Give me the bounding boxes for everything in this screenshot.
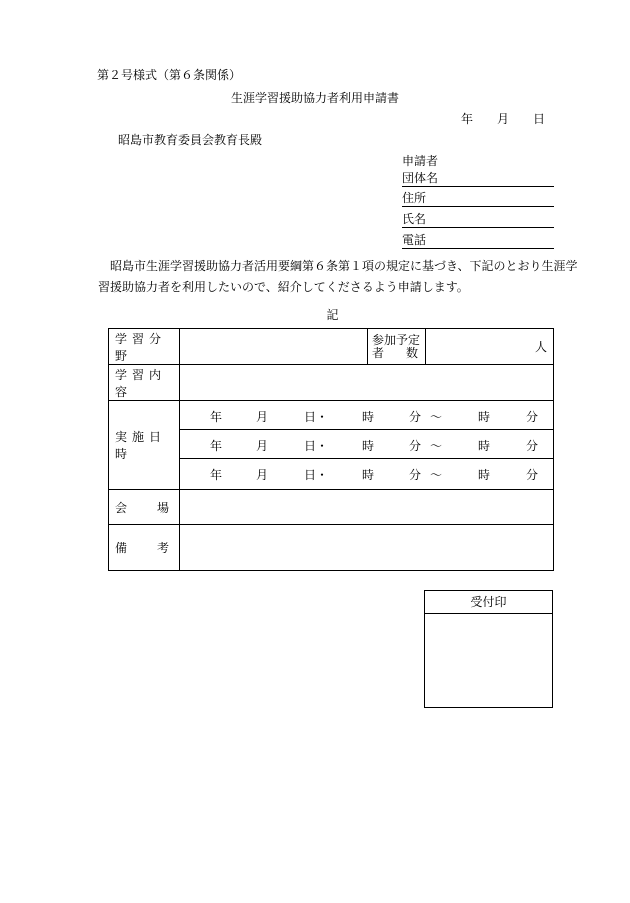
name-label: 氏名	[402, 212, 427, 226]
datetime-row-1	[109, 401, 554, 430]
group-name-label: 団体名	[402, 171, 439, 185]
content-label: 学習内容	[109, 365, 180, 401]
field-input[interactable]	[180, 329, 368, 365]
name-field[interactable]	[402, 210, 554, 228]
document-title: 生涯学習援助協力者利用申請書	[230, 91, 399, 105]
reception-stamp-box	[424, 590, 553, 708]
address-label: 住所	[402, 191, 427, 205]
phone-field[interactable]	[402, 231, 554, 249]
participants-unit: 人	[534, 340, 547, 354]
participants-label: 参加予定 者 数	[368, 329, 426, 365]
content-input[interactable]	[180, 365, 554, 401]
remarks-row	[109, 525, 554, 571]
ki-heading: 記	[326, 308, 339, 322]
application-statement: 昭島市生涯学習援助協力者活用要綱第６条第１項の規定に基づき、下記のとおり生涯学習援助協力者を利用したいので、紹介してくださるよう申請します。	[98, 259, 578, 294]
datetime-input-3[interactable]: 年 月 日・ 時 分 ～ 時 分	[180, 459, 554, 490]
datetime-label: 実施日時	[109, 401, 180, 490]
phone-label: 電話	[402, 233, 427, 247]
datetime-input-1[interactable]: 年 月 日・ 時 分 ～ 時 分	[180, 401, 554, 430]
form-number: 第２号様式（第６条関係）	[97, 68, 242, 82]
field-label: 学習分野	[109, 329, 180, 365]
venue-label: 会 場	[109, 490, 180, 525]
address-field[interactable]	[402, 189, 554, 207]
addressee: 昭島市教育委員会教育長殿	[118, 133, 263, 147]
remarks-label: 備 考	[109, 525, 180, 571]
field-row	[109, 329, 554, 365]
date-day-label: 日	[533, 112, 546, 126]
content-row	[109, 365, 554, 401]
applicant-heading: 申請者	[402, 154, 439, 168]
venue-row	[109, 490, 554, 525]
group-name-field[interactable]	[402, 169, 554, 187]
remarks-input[interactable]	[180, 525, 554, 571]
participants-input[interactable]	[426, 329, 554, 365]
datetime-input-2[interactable]: 年 月 日・ 時 分 ～ 時 分	[180, 430, 554, 459]
application-table	[108, 328, 554, 571]
date-month-label: 月	[497, 112, 510, 126]
venue-input[interactable]	[180, 490, 554, 525]
date-year-label: 年	[461, 112, 474, 126]
reception-stamp-label: 受付印	[425, 591, 552, 614]
